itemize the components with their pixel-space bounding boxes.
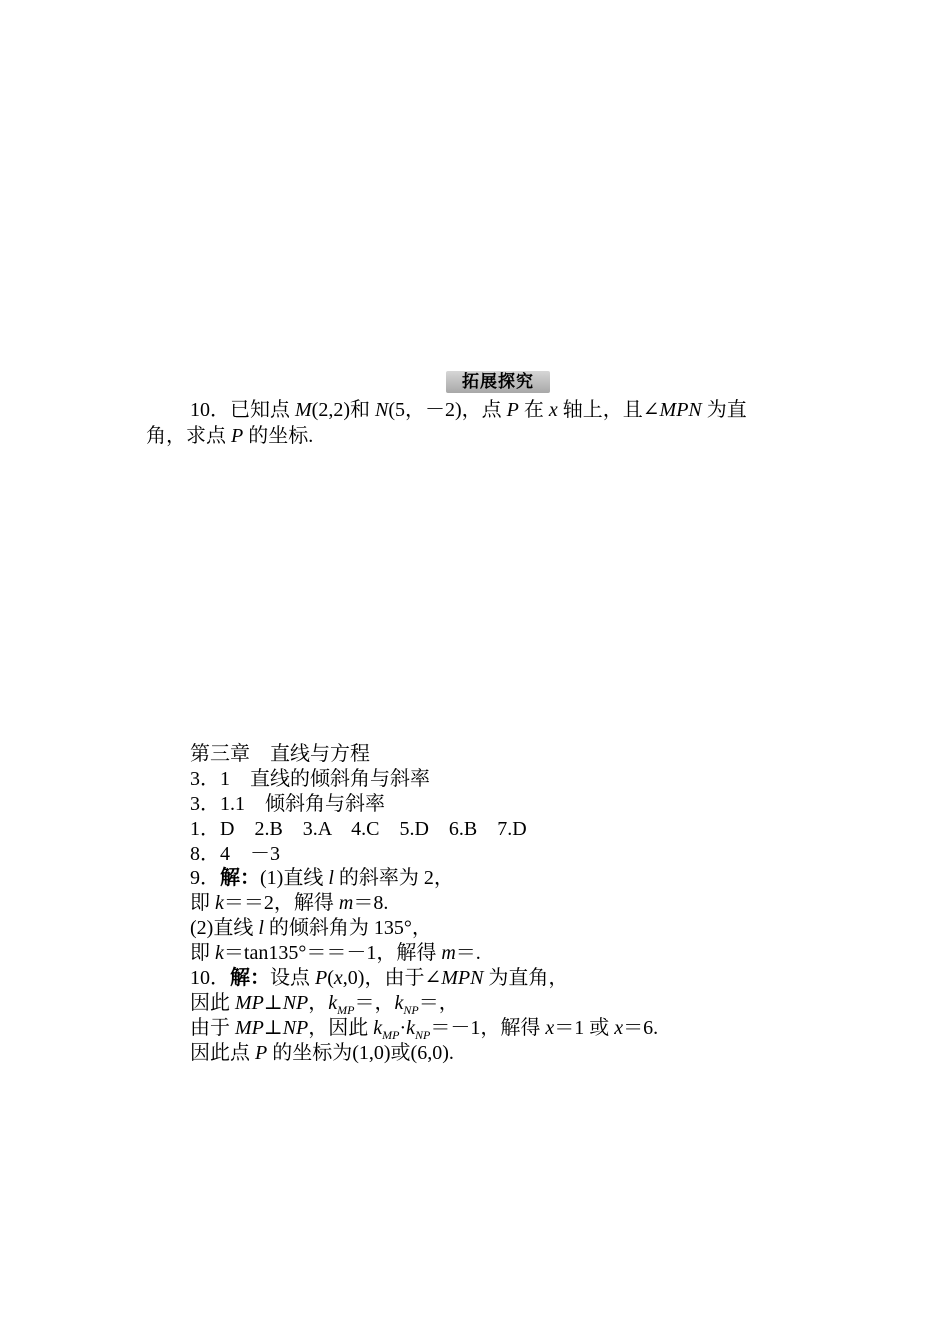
answer-8: 8．4 －3 (190, 843, 280, 865)
problem-10-line-2: 角，求点 P 的坐标. (146, 425, 314, 447)
section-heading: 拓展探究 (446, 371, 550, 393)
chapter-title: 第三章 直线与方程 (190, 743, 370, 765)
section-title: 3．1 直线的倾斜角与斜率 (190, 768, 430, 790)
answers-multiple-choice: 1．D 2.B 3.A 4.C 5.D 6.B 7.D (190, 818, 527, 840)
answer-9-line-3: (2)直线 l 的倾斜角为 135°， (190, 917, 432, 939)
answer-10-line-3: 由于 MP⊥NP，因此 $k_{MP}\cdot k_{NP}=-1$，解得 x＝1 或 x＝6. (190, 1017, 659, 1042)
problem-10-line-1: 10．已知点 M(2,2)和 N(5，－2)，点 P 在 x 轴上，且∠MPN 为直 (190, 399, 747, 421)
answer-9-line-2: 即 k＝＝2，解得 m＝8. (190, 892, 389, 914)
answer-10-line-2: 因此 MP⊥NP，$k_{MP}=$，$k_{NP}=$， (190, 992, 459, 1017)
answer-9-line-4: 即 k＝tan135°＝＝－1，解得 m＝. (190, 942, 481, 964)
answer-10-line-1: 10．解：设点 P(x,0)，由于∠MPN 为直角， (190, 967, 569, 989)
answer-10-line-4: 因此点 P 的坐标为(1,0)或(6,0). (190, 1042, 454, 1064)
subsection-title: 3．1.1 倾斜角与斜率 (190, 793, 385, 815)
answer-9-line-1: 9．解：(1)直线 l 的斜率为 2， (190, 867, 454, 889)
